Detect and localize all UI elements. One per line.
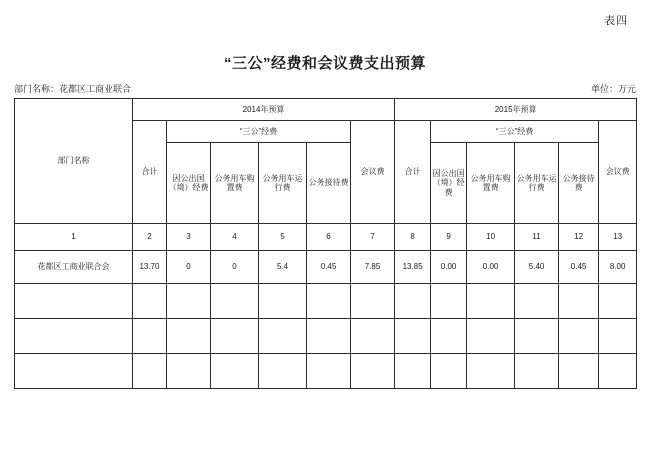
header-2014-vehicle-operation: 公务用车运行费 [259,143,307,224]
table-row [15,319,637,354]
cell-2014-vehicle-purchase [211,284,259,319]
page-title: “三公”经费和会议费支出预算 [223,55,426,72]
cell-2015-total [395,284,431,319]
number-cell-2: 2 [133,224,167,251]
header-year-2014: 2014年预算 [133,99,395,121]
number-cell-9: 9 [431,224,467,251]
cell-2015-vehicle-operation [515,284,559,319]
cell-2014-vehicle-operation [259,354,307,389]
header-2015-total: 合计 [395,121,431,224]
number-cell-11: 11 [515,224,559,251]
cell-2015-meeting-fee [599,284,637,319]
cell-2014-total [133,319,167,354]
cell-2015-vehicle-operation [515,354,559,389]
header-2014-vehicle-purchase: 公务用车购置费 [211,143,259,224]
cell-2015-meeting-fee [599,354,637,389]
cell-2015-reception [559,354,599,389]
header-2015-abroad: 因公出国（境）经费 [431,143,467,224]
table-row [15,251,637,284]
number-cell-8: 8 [395,224,431,251]
cell-2015-abroad [431,319,467,354]
table-row [15,284,637,319]
row-department-name [15,354,133,389]
unit-label: 单位：万元 [590,84,636,94]
header-2014-reception: 公务接待费 [307,143,351,224]
number-cell-3: 3 [167,224,211,251]
header-2014-sangong: “三公”经费 [167,121,351,143]
row-department-name: 花都区工商业联合会 [15,251,133,284]
header-2014-abroad: 因公出国（境）经费 [167,143,211,224]
cell-2015-vehicle-purchase: 0.00 [467,251,515,284]
meta-row [14,82,636,95]
number-cell-4: 4 [211,224,259,251]
department-name-label: 部门名称：花都区工商业联合 [14,84,132,94]
cell-2014-reception: 0.45 [307,251,351,284]
row-department-name [15,284,133,319]
table-row-numbering [15,224,637,251]
number-cell-5: 5 [259,224,307,251]
header-2014-meeting-fee: 会议费 [351,121,395,224]
table-number-label: 表四 [604,15,628,27]
cell-2015-abroad: 0.00 [431,251,467,284]
cell-2014-reception [307,354,351,389]
header-department-name: 部门名称 [15,99,133,224]
cell-2014-meeting-fee [351,319,395,354]
cell-2015-abroad [431,354,467,389]
cell-2015-meeting-fee: 8.00 [599,251,637,284]
cell-2015-reception [559,284,599,319]
cell-2014-reception [307,319,351,354]
table-row [15,354,637,389]
number-cell-10: 10 [467,224,515,251]
cell-2015-vehicle-operation [515,319,559,354]
cell-2015-reception [559,319,599,354]
cell-2015-abroad [431,284,467,319]
cell-2014-vehicle-operation [259,319,307,354]
cell-2014-abroad [167,354,211,389]
header-2015-reception: 公务接待费 [559,143,599,224]
cell-2014-meeting-fee: 7.85 [351,251,395,284]
budget-table [14,98,637,389]
cell-2014-abroad: 0 [167,251,211,284]
cell-2014-reception [307,284,351,319]
header-2015-meeting-fee: 会议费 [599,121,637,224]
header-2015-sangong: “三公”经费 [431,121,599,143]
header-year-2015: 2015年预算 [395,99,637,121]
cell-2015-reception: 0.45 [559,251,599,284]
cell-2014-meeting-fee [351,354,395,389]
cell-2015-vehicle-purchase [467,354,515,389]
cell-2015-total: 13.85 [395,251,431,284]
cell-2014-vehicle-purchase: 0 [211,251,259,284]
row-department-name [15,319,133,354]
number-cell-1: 1 [15,224,133,251]
number-cell-12: 12 [559,224,599,251]
header-2015-vehicle-operation: 公务用车运行费 [515,143,559,224]
header-2014-total: 合计 [133,121,167,224]
cell-2015-vehicle-purchase [467,284,515,319]
cell-2015-total [395,319,431,354]
table-row-year-groups [15,99,637,121]
header-2015-vehicle-purchase: 公务用车购置费 [467,143,515,224]
cell-2014-vehicle-operation: 5.4 [259,251,307,284]
number-cell-7: 7 [351,224,395,251]
budget-table-wrapper [14,98,636,389]
cell-2015-vehicle-operation: 5.40 [515,251,559,284]
number-cell-6: 6 [307,224,351,251]
cell-2014-abroad [167,319,211,354]
cell-2015-meeting-fee [599,319,637,354]
cell-2014-abroad [167,284,211,319]
cell-2015-vehicle-purchase [467,319,515,354]
cell-2015-total [395,354,431,389]
cell-2014-total [133,284,167,319]
cell-2014-meeting-fee [351,284,395,319]
cell-2014-total: 13.70 [133,251,167,284]
cell-2014-vehicle-operation [259,284,307,319]
cell-2014-vehicle-purchase [211,354,259,389]
number-cell-13: 13 [599,224,637,251]
cell-2014-total [133,354,167,389]
cell-2014-vehicle-purchase [211,319,259,354]
